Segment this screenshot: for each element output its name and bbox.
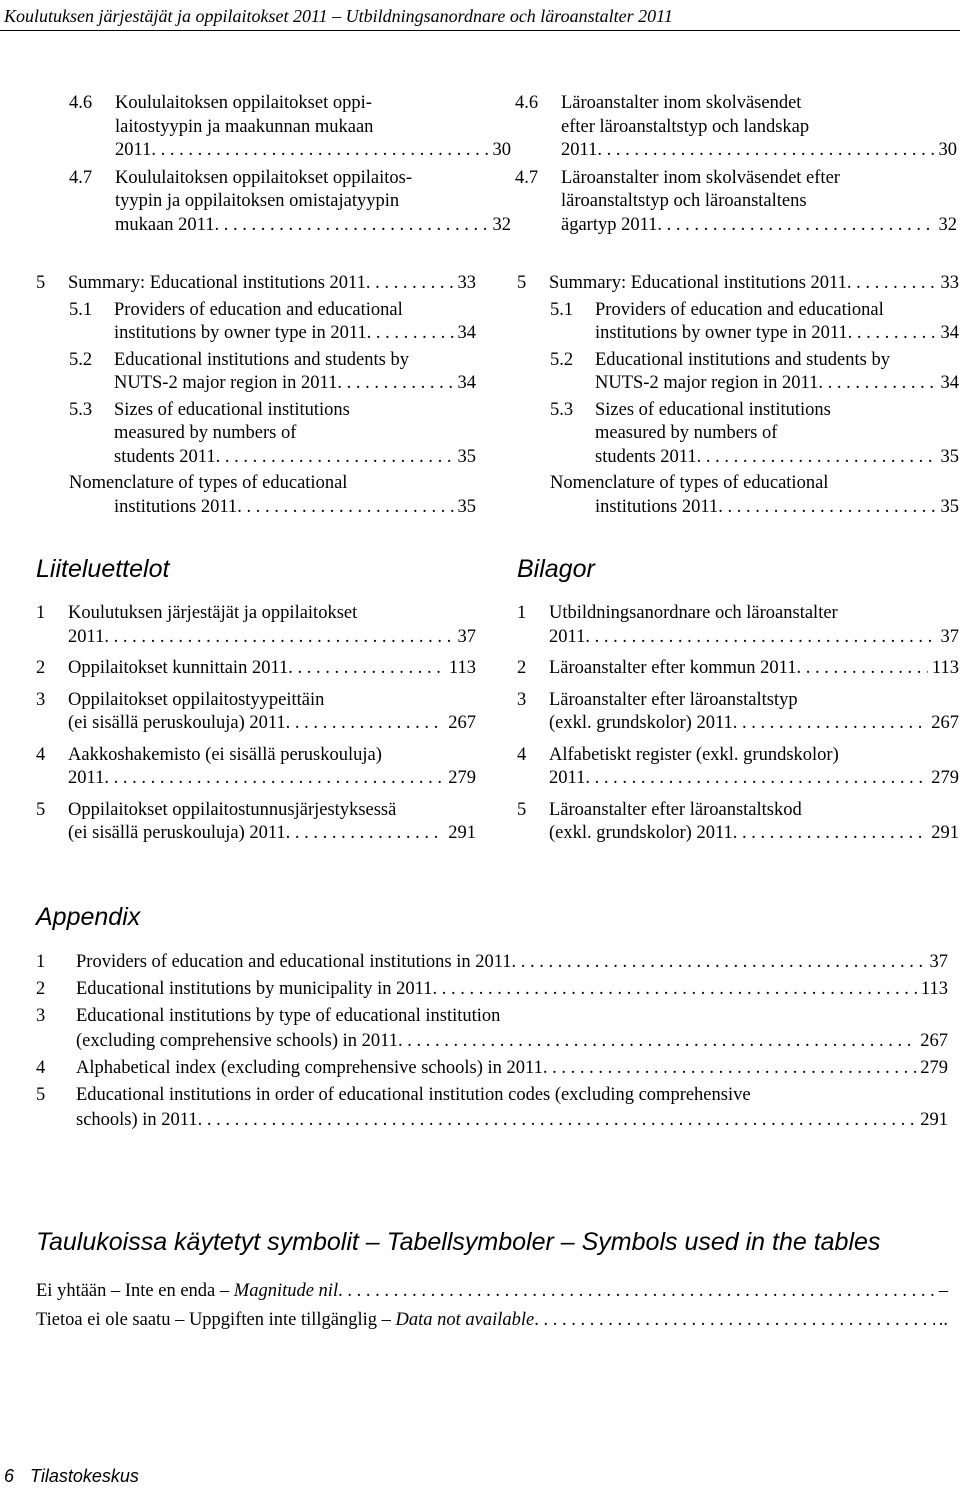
toc-entry-page: 279 bbox=[931, 768, 959, 788]
toc-entry-text: 2011 bbox=[68, 626, 105, 647]
toc-entry-number: 4.7 bbox=[515, 167, 539, 188]
toc-entry-lastline bbox=[549, 822, 959, 846]
toc-entry bbox=[69, 167, 511, 238]
bilagor-heading: Bilagor bbox=[517, 555, 595, 583]
toc-swedish-section-4 bbox=[515, 92, 957, 241]
toc-entry-lastline bbox=[549, 712, 959, 736]
toc-entry-lastline bbox=[68, 767, 476, 791]
toc-entry-text: 2011 bbox=[549, 626, 586, 647]
toc-entry bbox=[36, 657, 476, 681]
toc-entry-text: Koulutuksen järjestäjät ja oppilaitokset bbox=[68, 603, 358, 623]
toc-entry-text: students 2011 bbox=[114, 446, 216, 467]
toc-entry-text: Sizes of educational institutions bbox=[595, 399, 831, 420]
toc-entry-number: 5.2 bbox=[69, 349, 93, 370]
toc-entry bbox=[517, 657, 959, 681]
toc-leader-dots bbox=[237, 496, 453, 520]
toc-entry-page: 35 bbox=[457, 496, 476, 517]
toc-entry-body bbox=[76, 977, 948, 1002]
toc-entry-text: Utbildningsanordnare och läroanstalter bbox=[549, 603, 838, 623]
toc-leader-dots bbox=[657, 214, 934, 238]
toc-entry-lastline bbox=[595, 322, 959, 346]
toc-entry bbox=[36, 799, 476, 846]
toc-entry bbox=[515, 92, 957, 163]
toc-entry-lastline bbox=[68, 626, 476, 650]
toc-entry bbox=[36, 349, 476, 396]
toc-entry-number: 5.3 bbox=[69, 399, 93, 420]
toc-entry bbox=[36, 272, 476, 296]
toc-leader-dots bbox=[597, 139, 934, 163]
toc-entry-text: 2011 bbox=[561, 140, 598, 160]
liiteluettelot-heading: Liiteluettelot bbox=[36, 555, 170, 583]
toc-entry-text: Summary: Educational institutions 2011 bbox=[68, 273, 366, 293]
toc-entry-text: Sizes of educational institutions bbox=[114, 399, 350, 420]
symbol-glyph: .. bbox=[938, 1310, 948, 1330]
toc-entry-page: 30 bbox=[938, 140, 957, 160]
toc-entry-body bbox=[76, 950, 948, 975]
toc-entry-text: Providers of education and educational bbox=[114, 299, 403, 320]
toc-entry-body bbox=[69, 472, 476, 519]
toc-entry-page: 30 bbox=[492, 140, 511, 160]
toc-entry-number: 4.6 bbox=[69, 93, 93, 113]
toc-entry-text: institutions by owner type in 2011 bbox=[114, 323, 367, 343]
toc-entry bbox=[517, 272, 959, 296]
toc-entry-body bbox=[114, 299, 476, 346]
toc-entry-body bbox=[549, 602, 959, 649]
toc-entry-body bbox=[68, 799, 476, 846]
toc-entry-page: 34 bbox=[940, 323, 959, 343]
toc-entry-page: 35 bbox=[457, 446, 476, 467]
toc-leader-dots bbox=[216, 446, 454, 470]
toc-entry-number: 1 bbox=[36, 952, 46, 972]
toc-entry-text: Läroanstalter efter kommun 2011 bbox=[549, 658, 797, 678]
toc-entry-body bbox=[76, 1004, 948, 1054]
toc-entry bbox=[517, 399, 959, 470]
toc-entry-lastline bbox=[549, 272, 959, 296]
toc-entry bbox=[517, 299, 959, 346]
toc-entry-text: Nomenclature of types of educational bbox=[69, 473, 348, 493]
toc-entry bbox=[36, 399, 476, 470]
toc-entry-number: 3 bbox=[36, 1006, 46, 1026]
toc-entry bbox=[36, 744, 476, 791]
toc-entry-lastline bbox=[115, 214, 511, 238]
toc-entry bbox=[36, 472, 476, 519]
toc-entry-page: 32 bbox=[492, 214, 511, 235]
toc-entry-number: 5.1 bbox=[550, 299, 574, 320]
toc-entry-page: 34 bbox=[457, 323, 476, 343]
toc-entry-text: Aakkoshakemisto (ei sisällä peruskouluja) bbox=[68, 744, 382, 765]
toc-entry bbox=[517, 744, 959, 791]
toc-entry-number: 5 bbox=[36, 799, 46, 820]
toc-leader-dots bbox=[367, 322, 454, 346]
toc-summary-left bbox=[36, 272, 476, 522]
toc-entry bbox=[36, 1083, 948, 1133]
toc-leader-dots bbox=[848, 322, 937, 346]
toc-entry-lastline bbox=[115, 139, 511, 163]
toc-entry-text: measured by numbers of bbox=[114, 423, 297, 443]
toc-entry-text: Oppilaitokset oppilaitostyypeittäin bbox=[68, 689, 325, 710]
toc-entry-lastline bbox=[561, 139, 957, 163]
toc-entry-body bbox=[115, 92, 511, 163]
toc-entry-page: 35 bbox=[940, 446, 959, 467]
toc-entry-body bbox=[561, 167, 957, 238]
toc-entry-text: Summary: Educational institutions 2011 bbox=[549, 273, 847, 293]
toc-entry bbox=[36, 299, 476, 346]
toc-entry-text: Educational institutions by type of educational institution bbox=[76, 1006, 501, 1026]
toc-entry-text: ägartyp 2011 bbox=[561, 214, 658, 235]
toc-entry-text: institutions 2011 bbox=[114, 496, 238, 517]
toc-entry-page: 32 bbox=[938, 214, 957, 235]
toc-entry-page: 37 bbox=[940, 626, 959, 647]
toc-entry-lastline bbox=[114, 496, 476, 520]
toc-leader-dots bbox=[215, 214, 489, 238]
symbol-description-english: Magnitude nil bbox=[233, 1281, 339, 1301]
toc-entry-page: 291 bbox=[448, 823, 476, 843]
toc-entry-page: 37 bbox=[929, 952, 948, 972]
toc-entry-text: 2011 bbox=[549, 768, 586, 788]
toc-entry-number: 2 bbox=[517, 658, 527, 678]
toc-entry-body bbox=[76, 1083, 948, 1133]
toc-entry-lastline bbox=[68, 657, 476, 681]
toc-entry-page: 113 bbox=[920, 979, 948, 999]
toc-leader-dots bbox=[733, 822, 927, 846]
toc-entry-text: Educational institutions and students by bbox=[114, 349, 409, 370]
toc-entry-text: students 2011 bbox=[595, 446, 697, 467]
toc-entry-text: (exkl. grundskolor) 2011 bbox=[549, 713, 733, 733]
toc-entry-page: 35 bbox=[940, 496, 959, 517]
symbol-description-text: Tietoa ei ole saatu – Uppgiften inte tillgänglig – bbox=[36, 1310, 396, 1330]
toc-entry-text: institutions by owner type in 2011 bbox=[595, 323, 848, 343]
running-header bbox=[0, 0, 960, 31]
toc-entry-lastline bbox=[76, 1056, 948, 1081]
toc-entry-lastline bbox=[595, 446, 959, 470]
toc-entry-lastline bbox=[68, 822, 476, 846]
toc-leader-dots bbox=[288, 657, 445, 681]
toc-entry-text: Alfabetiskt register (exkl. grundskolor) bbox=[549, 744, 839, 765]
toc-entry-text: schools) in 2011 bbox=[76, 1110, 198, 1130]
toc-leader-dots bbox=[818, 372, 936, 396]
toc-entry-body bbox=[549, 657, 959, 681]
toc-entry-text: Educational institutions and students by bbox=[595, 349, 890, 370]
toc-entry-text: (excluding comprehensive schools) in 2011 bbox=[76, 1031, 398, 1051]
toc-entry-body bbox=[114, 349, 476, 396]
toc-entry bbox=[515, 167, 957, 238]
toc-entry-body bbox=[550, 472, 959, 519]
symbols-heading: Taulukoissa käytetyt symbolit – Tabellsymboler – Symbols used in the tables bbox=[36, 1228, 881, 1256]
toc-entry-page: 279 bbox=[448, 768, 476, 788]
toc-leader-dots bbox=[534, 1306, 935, 1335]
page-footer bbox=[4, 1466, 139, 1487]
toc-entry-number: 4.6 bbox=[515, 93, 539, 113]
toc-entry bbox=[36, 689, 476, 736]
toc-entry-lastline bbox=[549, 767, 959, 791]
toc-entry-page: 113 bbox=[931, 658, 959, 678]
toc-leader-dots bbox=[585, 767, 927, 791]
toc-leader-dots bbox=[398, 1029, 916, 1054]
toc-entry-lastline bbox=[595, 372, 959, 396]
toc-leader-dots bbox=[151, 139, 488, 163]
toc-entry-text: NUTS-2 major region in 2011 bbox=[595, 373, 819, 393]
toc-entry-text: 2011 bbox=[68, 768, 105, 788]
toc-leader-dots bbox=[512, 950, 926, 975]
toc-summary-right bbox=[517, 272, 959, 522]
symbol-glyph: – bbox=[938, 1281, 948, 1301]
liiteluettelot-list bbox=[36, 602, 476, 854]
toc-leader-dots bbox=[104, 767, 444, 791]
toc-entry-body bbox=[76, 1056, 948, 1081]
toc-entry bbox=[36, 977, 948, 1002]
symbols-list bbox=[36, 1277, 948, 1335]
toc-entry-lastline bbox=[549, 657, 959, 681]
toc-leader-dots bbox=[366, 272, 454, 296]
toc-entry-body bbox=[68, 657, 476, 681]
toc-entry-number: 1 bbox=[517, 603, 527, 623]
toc-entry-body bbox=[595, 299, 959, 346]
toc-entry-text: (ei sisällä peruskouluja) 2011 bbox=[68, 823, 286, 843]
toc-entry-page: 267 bbox=[920, 1031, 948, 1051]
toc-entry-number: 3 bbox=[517, 689, 527, 710]
toc-entry bbox=[69, 92, 511, 163]
toc-entry-text: läroanstaltstyp och läroanstaltens bbox=[561, 191, 807, 211]
toc-entry-page: 267 bbox=[931, 713, 959, 733]
toc-entry-lastline bbox=[68, 712, 476, 736]
bilagor-list bbox=[517, 602, 959, 854]
toc-leader-dots bbox=[847, 272, 937, 296]
toc-entry-number: 2 bbox=[36, 979, 46, 999]
toc-leader-dots bbox=[338, 1277, 935, 1306]
toc-entry-number: 5 bbox=[517, 799, 527, 820]
toc-entry bbox=[517, 472, 959, 519]
toc-entry-text: Oppilaitokset kunnittain 2011 bbox=[68, 658, 289, 678]
toc-entry-body bbox=[68, 689, 476, 736]
toc-entry bbox=[36, 1004, 948, 1054]
toc-entry-lastline bbox=[549, 626, 959, 650]
toc-entry-text: NUTS-2 major region in 2011 bbox=[114, 373, 338, 393]
toc-entry-text: (exkl. grundskolor) 2011 bbox=[549, 823, 733, 843]
toc-leader-dots bbox=[733, 712, 927, 736]
toc-entry-text: mukaan 2011 bbox=[115, 214, 215, 235]
toc-entry-number: 5.2 bbox=[550, 349, 574, 370]
toc-entry-body bbox=[549, 272, 959, 296]
toc-entry-number: 5 bbox=[36, 273, 46, 293]
toc-entry-text: tyypin ja oppilaitoksen omistajatyypin bbox=[115, 191, 400, 211]
toc-entry-text: Oppilaitokset oppilaitostunnusjärjestyksessä bbox=[68, 799, 397, 820]
toc-entry-body bbox=[68, 602, 476, 649]
toc-entry-number: 4.7 bbox=[69, 167, 93, 188]
toc-leader-dots bbox=[286, 822, 445, 846]
toc-entry-lastline bbox=[76, 950, 948, 975]
toc-entry-number: 5 bbox=[517, 273, 527, 293]
toc-entry-body bbox=[549, 799, 959, 846]
toc-entry-text: measured by numbers of bbox=[595, 423, 778, 443]
toc-entry-body bbox=[595, 349, 959, 396]
toc-leader-dots bbox=[104, 626, 453, 650]
toc-entry-lastline bbox=[595, 496, 959, 520]
footer-publisher: Tilastokeskus bbox=[30, 1466, 139, 1486]
toc-leader-dots bbox=[718, 496, 936, 520]
toc-entry-body bbox=[549, 689, 959, 736]
toc-entry-page: 37 bbox=[457, 626, 476, 647]
toc-entry-page: 291 bbox=[931, 823, 959, 843]
toc-entry bbox=[36, 950, 948, 975]
toc-entry-lastline bbox=[76, 977, 948, 1002]
toc-entry-number: 5 bbox=[36, 1085, 46, 1105]
toc-finnish-section-4 bbox=[69, 92, 511, 241]
toc-entry bbox=[517, 799, 959, 846]
toc-entry bbox=[517, 349, 959, 396]
toc-entry-text: efter läroanstaltstyp och landskap bbox=[561, 116, 810, 137]
appendix-heading: Appendix bbox=[36, 903, 141, 931]
toc-entry-page: 34 bbox=[940, 373, 959, 393]
toc-entry-body bbox=[115, 167, 511, 238]
toc-entry-number: 4 bbox=[517, 744, 527, 765]
running-header-title: Koulutuksen järjestäjät ja oppilaitokset 2011 – Utbildningsanordnare och läroanstalter 2011 bbox=[4, 6, 673, 26]
toc-leader-dots bbox=[796, 657, 927, 681]
toc-entry-number: 5.1 bbox=[69, 299, 93, 320]
toc-entry-number: 3 bbox=[36, 689, 46, 710]
toc-entry-page: 33 bbox=[457, 273, 476, 293]
toc-entry-text: Koululaitoksen oppilaitokset oppi- bbox=[115, 93, 372, 113]
toc-entry bbox=[36, 602, 476, 649]
toc-leader-dots bbox=[697, 446, 937, 470]
toc-entry-body bbox=[68, 744, 476, 791]
footer-page-number: 6 bbox=[4, 1466, 15, 1486]
toc-entry-text: Alphabetical index (excluding comprehensive schools) in 2011 bbox=[76, 1058, 543, 1078]
toc-entry-text: Läroanstalter efter läroanstaltskod bbox=[549, 799, 802, 820]
toc-entry-lastline bbox=[114, 446, 476, 470]
toc-entry-lastline bbox=[114, 322, 476, 346]
appendix-list bbox=[36, 950, 948, 1135]
toc-leader-dots bbox=[432, 977, 916, 1002]
toc-entry bbox=[517, 602, 959, 649]
toc-entry-lastline bbox=[76, 1029, 948, 1054]
toc-entry-number: 1 bbox=[36, 603, 46, 623]
toc-entry-lastline bbox=[114, 372, 476, 396]
toc-entry-text: institutions 2011 bbox=[595, 496, 719, 517]
toc-entry bbox=[517, 689, 959, 736]
toc-entry-page: 291 bbox=[920, 1110, 948, 1130]
toc-entry-number: 4 bbox=[36, 1058, 46, 1078]
toc-entry-text: Providers of education and educational institutions in 2011 bbox=[76, 952, 512, 972]
toc-entry-text: Läroanstalter inom skolväsendet efter bbox=[561, 167, 840, 188]
symbol-description bbox=[36, 1306, 534, 1335]
toc-entry-number: 4 bbox=[36, 744, 46, 765]
toc-entry-text: (ei sisällä peruskouluja) 2011 bbox=[68, 713, 286, 733]
toc-leader-dots bbox=[198, 1108, 917, 1133]
toc-entry-body bbox=[561, 92, 957, 163]
symbol-description-text: Ei yhtään – Inte en enda – bbox=[36, 1281, 234, 1301]
toc-leader-dots bbox=[543, 1056, 916, 1081]
toc-entry-number: 2 bbox=[36, 658, 46, 678]
toc-entry-number: 5.3 bbox=[550, 399, 574, 420]
toc-entry-text: Koululaitoksen oppilaitokset oppilaitos- bbox=[115, 167, 412, 188]
toc-leader-dots bbox=[337, 372, 453, 396]
toc-entry-body bbox=[114, 399, 476, 470]
symbol-row bbox=[36, 1277, 948, 1306]
toc-leader-dots bbox=[286, 712, 445, 736]
symbol-description-english: Data not available bbox=[395, 1310, 535, 1330]
toc-entry-page: 34 bbox=[457, 373, 476, 393]
toc-entry bbox=[36, 1056, 948, 1081]
toc-entry-body bbox=[549, 744, 959, 791]
symbol-description bbox=[36, 1277, 338, 1306]
symbol-row bbox=[36, 1306, 948, 1335]
toc-entry-page: 279 bbox=[920, 1058, 948, 1078]
toc-entry-text: laitostyypin ja maakunnan mukaan bbox=[115, 116, 374, 137]
toc-entry-text: Nomenclature of types of educational bbox=[550, 473, 829, 493]
toc-entry-text: Educational institutions in order of educational institution codes (excluding comprehensive bbox=[76, 1085, 751, 1105]
toc-entry-page: 113 bbox=[448, 658, 476, 678]
toc-entry-text: Läroanstalter efter läroanstaltstyp bbox=[549, 689, 798, 710]
toc-entry-page: 33 bbox=[940, 273, 959, 293]
toc-entry-text: 2011 bbox=[115, 140, 152, 160]
toc-entry-lastline bbox=[76, 1108, 948, 1133]
toc-entry-body bbox=[595, 399, 959, 470]
toc-entry-text: Educational institutions by municipality in 2011 bbox=[76, 979, 433, 999]
toc-entry-text: Providers of education and educational bbox=[595, 299, 884, 320]
toc-entry-lastline bbox=[561, 214, 957, 238]
toc-entry-page: 267 bbox=[448, 713, 476, 733]
toc-entry-body bbox=[68, 272, 476, 296]
toc-leader-dots bbox=[585, 626, 936, 650]
toc-entry-text: Läroanstalter inom skolväsendet bbox=[561, 93, 802, 113]
toc-entry-lastline bbox=[68, 272, 476, 296]
